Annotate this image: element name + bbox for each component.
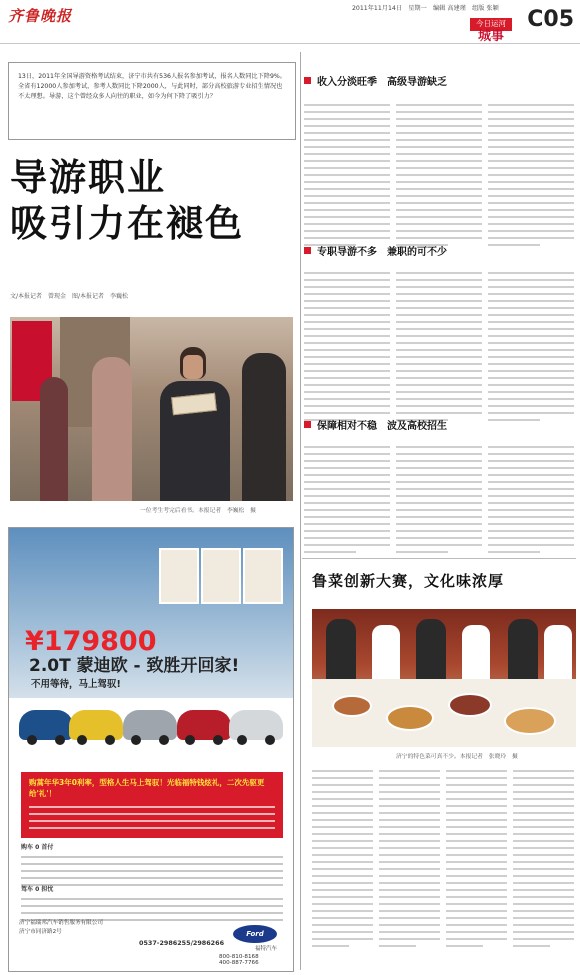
text-column [488,272,574,426]
judge-figure [326,619,356,687]
article-body [304,104,574,251]
dish [386,705,434,731]
car-image [177,710,231,740]
tour-guide-exam-photo [10,317,293,501]
story2-headline: 鲁菜创新大赛，文化味浓厚 [312,572,505,590]
ad-photo [159,548,199,604]
ad-price: ¥179800 [25,626,157,657]
ad-footer [19,919,285,965]
dish [332,695,372,717]
section-tag: 今日运河 [470,18,512,31]
background-person [242,353,286,501]
text-column [396,272,482,426]
text-column [304,272,390,426]
ad-photo [243,548,283,604]
text-column [396,104,482,251]
ford-subtitle: 福特汽车 [254,946,277,952]
ad-details [9,758,294,972]
text-column [304,446,390,558]
text-column [304,104,390,251]
chef-figure [544,625,572,687]
dealer-name: 济宁福瑞邦汽车销售服务有限公司 [19,920,103,926]
ad-model: 2.0T 蒙迪欧 - 致胜开回家! [29,656,240,676]
car-image [123,710,177,740]
dish [504,707,556,735]
background-person [40,377,68,501]
text-column [396,446,482,558]
text-column [446,770,507,952]
main-headline [10,155,244,248]
headline-line-2: 吸引力在褪色 [10,202,244,246]
background-person [92,357,132,501]
hotline: 800-810-8168 [219,954,259,960]
story-separator [302,558,576,559]
promo-title: 购蒿年华3年0利率，型格人生马上驾驭！光临福特钱炫礼，二次先驱更给'礼'！ [29,778,265,798]
ford-logo: Ford [233,925,277,943]
ad-banner [9,528,294,698]
ad-slogan: 不用等待，马上驾驭! [31,679,121,690]
car-image [19,710,73,740]
byline: 文/本报记者 曾现金 图/本报记者 李巍松 [10,293,129,300]
headline-line-1: 导游职业 [10,156,166,199]
page-number: C05 [527,7,574,32]
judge-figure [508,619,538,687]
hotline-2: 400-887-7766 [219,960,259,966]
dish [448,693,492,717]
lead-box [8,62,296,140]
section-heading: 保障相对不稳 波及高校招生 [304,420,447,436]
lead-text: 13日，2011年全国导游资格考试结束，济宁市共有536人报名参加考试，报名人数同比下降9%。全省有12000人参加考试，参考人数同比下降2000人，与此同时，部分高校旅游专业招生情况也不太理想。导游，这个曾经众多人向往的职业，如今为何下降了吸引力？ [18,73,286,101]
article-body [304,272,574,426]
column-divider [300,52,301,970]
chef-figure [462,625,490,687]
student-face [183,355,203,379]
student-reading [150,337,240,501]
section-title: 城事 [478,29,505,44]
chef-figure [372,625,400,687]
ad-photo-strip [159,548,287,610]
purchase-label: 购车 0 首付 [21,844,54,851]
text-column [488,104,574,251]
car-lineup [19,710,285,752]
section-marker [304,421,311,428]
dealer-phone: 0537-2986255/2986266 [139,939,225,947]
section-heading: 收入分淡旺季 高级导游缺乏 [304,76,447,92]
text-column [513,770,574,952]
dateline: 2011年11月14日 星期一 编辑 高建瑾 组版 张颖 [352,5,499,12]
article-body [312,770,574,952]
shandong-cuisine-photo [312,609,576,747]
car-image [69,710,123,740]
ad-promo-box [21,772,283,838]
text-column [488,446,574,558]
newspaper-logo: 齐鲁晚报 [8,7,73,25]
dealer-address: 济宁市同济路2号 [19,929,62,935]
masthead [0,0,580,44]
photo-caption: 一位考生考完后看书。本报记者 李巍松 摄 [140,508,256,514]
text-column [312,770,373,952]
photo-caption: 济宁的特色菜可真不少。本报记者 张晓玲 摄 [396,754,518,760]
car-image [229,710,283,740]
section-marker [304,77,311,84]
judge-figure [416,619,446,687]
drive-label: 驾车 0 担忧 [21,886,54,893]
section-heading: 专职导游不多 兼职的可不少 [304,246,447,262]
section-marker [304,247,311,254]
article-body [304,446,574,558]
text-column [379,770,440,952]
ford-advertisement [8,527,294,972]
promo-fine-text [29,806,275,834]
ad-photo [201,548,241,604]
